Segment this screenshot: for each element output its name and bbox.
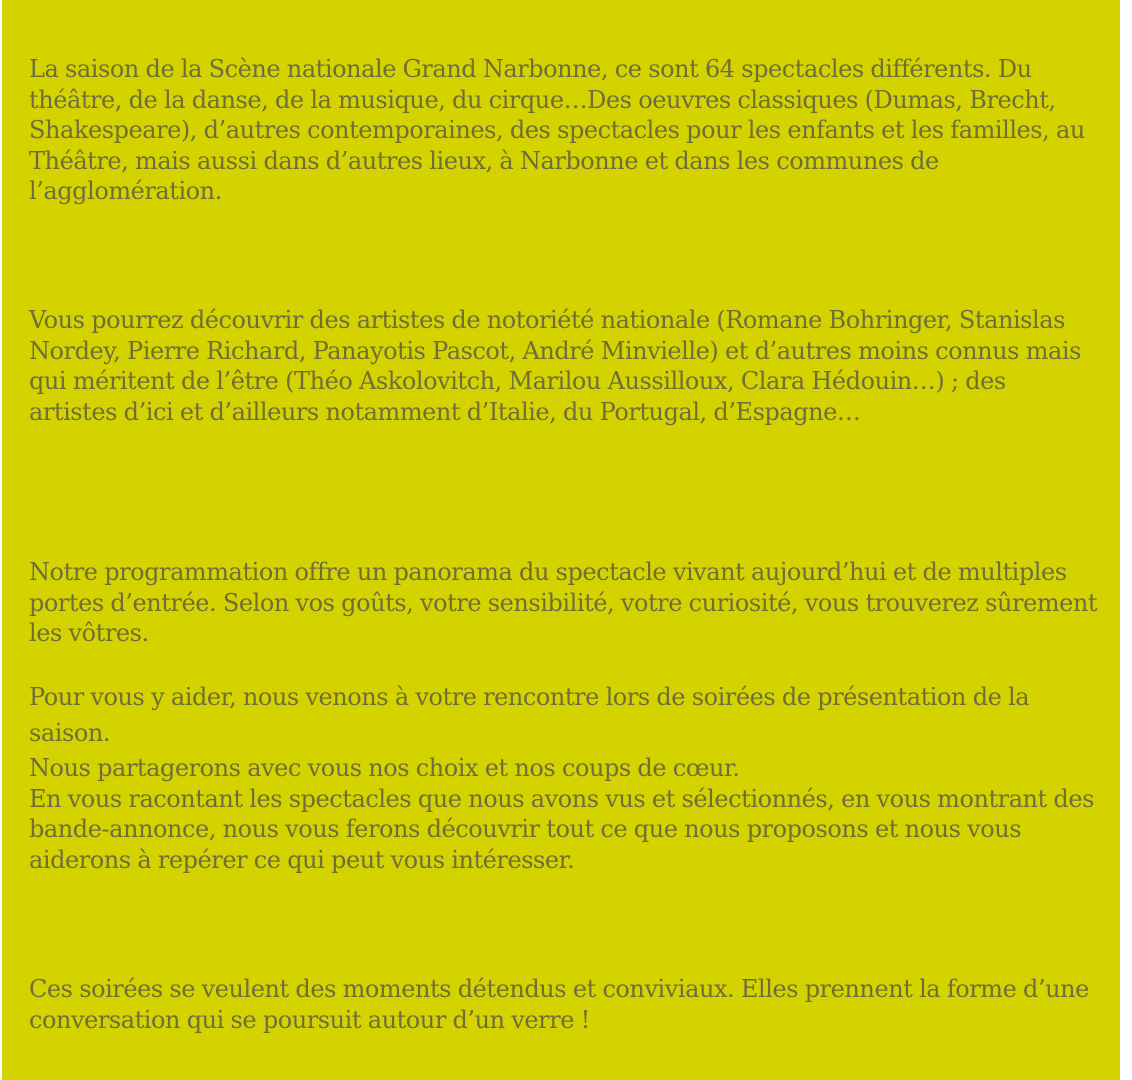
- paragraph-sharing-block: [29, 753, 1099, 875]
- paragraph-trailers: En vous racontant les spectacles que nous avons vus et sélectionnés, en vous montrant des bande-annonce, nous vous ferons découvrir tout ce que nous proposons et nous vous aiderons à repérer ce qui peut vous intéresser.: [29, 784, 1094, 874]
- paragraph-season-intro: La saison de la Scène nationale Grand Narbonne, ce sont 64 spectacles différents. Du théâtre, de la danse, de la musique, du cirque…Des oeuvres classiques (Dumas, Brecht, Shakespeare), d’autres contemporaines, des spectacles pour les enfants et les familles, au Théâtre, mais aussi dans d’autres lieux, à Narbonne et dans les communes de l’agglomération.: [29, 55, 1085, 205]
- paragraph-programming: Notre programmation offre un panorama du spectacle vivant aujourd’hui et de multiples portes d’entrée. Selon vos goûts, votre sensibilité, votre curiosité, vous trouverez sûrement les vôtres.: [29, 558, 1098, 647]
- paragraph-artists: Vous pourrez découvrir des artistes de notoriété nationale (Romane Bohringer, Stanislas Nordey, Pierre Richard, Panayotis Pascot, André Minvielle) et d’autres moins connus mais qui méritent de l’être (Théo Askolovitch, Marilou Aussilloux, Clara Hédouin…) ; des artistes d’ici et d’ailleurs notamment d’Italie, du Portugal, d’Espagne…: [29, 306, 1081, 426]
- content-panel: [2, 0, 1120, 1080]
- paragraph-presentation-evenings: Pour vous y aider, nous venons à votre rencontre lors de soirées de présentation de la saison.: [29, 683, 1030, 747]
- paragraph-sharing-choices: Nous partagerons avec vous nos choix et nos coups de cœur.: [29, 754, 740, 782]
- paragraph-convivial-evenings: Ces soirées se veulent des moments détendus et conviviaux. Elles prennent la forme d’une conversation qui se poursuit autour d’un verre !: [29, 975, 1089, 1034]
